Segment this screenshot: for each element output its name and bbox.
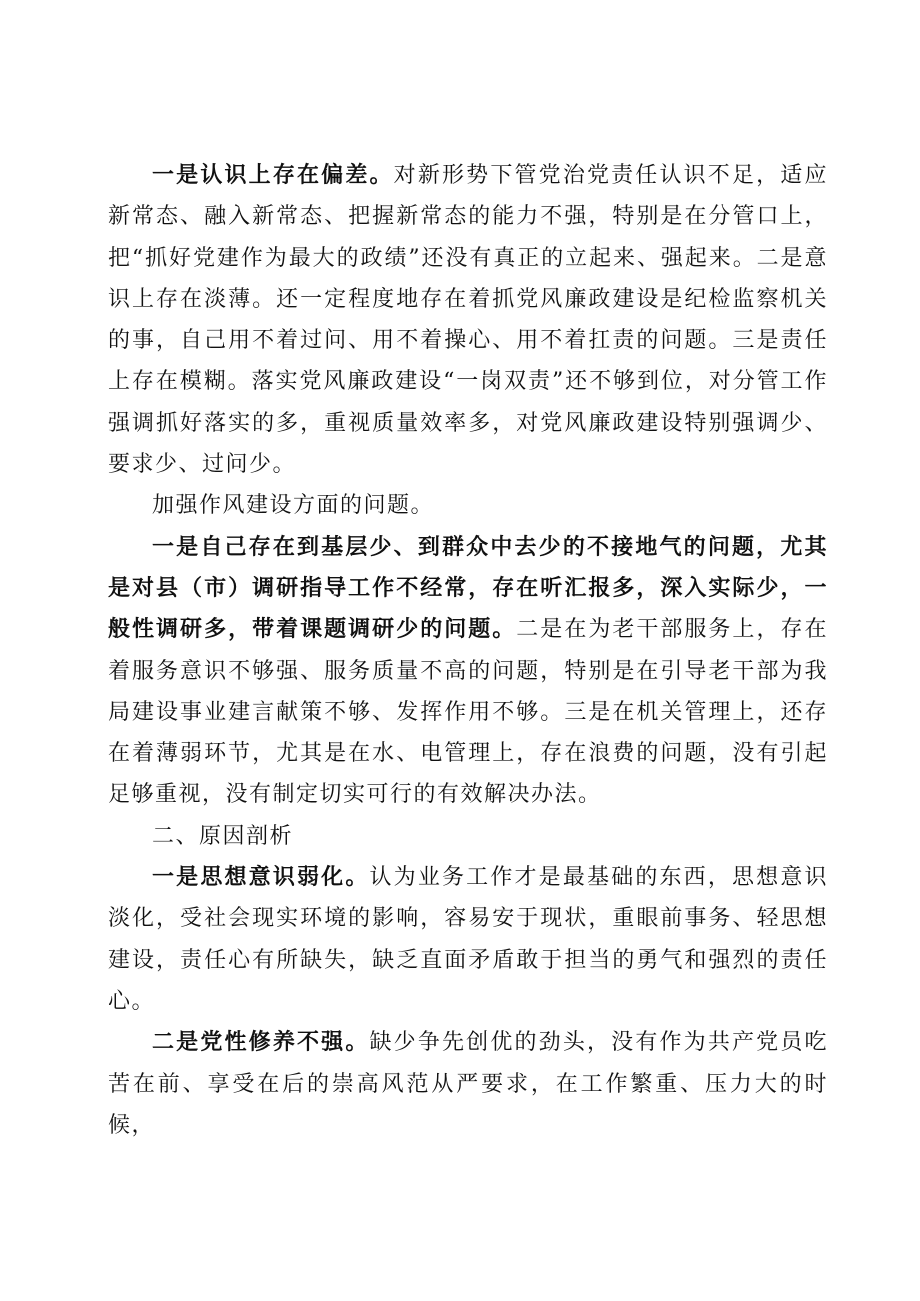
paragraph-awareness-deviation (108, 155, 828, 485)
paragraph-ideology-weakening (108, 857, 828, 1022)
paragraph-text: 对新形势下管党治党责任认识不足，适应新常态、融入新常态、把握新常态的能力不强，特别是在分管口上，把“抓好党建作为最大的政绩”还没有真正的立起来、强起来。二是意识上存在淡薄。还一定程度地存在着抓党风廉政建设是纪检监察机关的事，自己用不着过问、用不着操心、用不着扛责的问题。三是责任上存在模糊。落实党风廉政建设“一岗双责”还不够到位，对分管工作强调抓好落实的多，重视质量效率多，对党风廉政建设特别强调少、要求少、过问少。 (108, 163, 828, 478)
paragraph-lead: 一是思想意识弱化。 (152, 865, 370, 891)
paragraph-lead: 一是认识上存在偏差。 (152, 163, 394, 188)
paragraph-party-spirit (108, 1022, 828, 1146)
document-body (108, 155, 828, 1146)
paragraph-lead: 二是党性修养不强。 (152, 1030, 370, 1056)
paragraph-text: 认为业务工作才是最基础的东西，思想意识淡化，受社会现实环境的影响，容易安于现状，重眼前事务、轻思想建设，责任心有所缺失，缺乏直面矛盾敢于担当的勇气和强烈的责任心。 (108, 865, 828, 1014)
paragraph-text: 二是在为老干部服务上，存在着服务意识不够强、服务质量不高的问题，特别是在引导老干部为我局建设事业建言献策不够、发挥作用不够。三是在机关管理上，还存在着薄弱环节，尤其是在水、电管理上，存在浪费的问题，没有引起足够重视，没有制定切实可行的有效解决办法。 (108, 617, 828, 808)
paragraph-style-building-heading: 加强作风建设方面的问题。 (152, 493, 435, 519)
paragraph-grassroots-issues (108, 527, 828, 816)
paragraph-text: 缺少争先创优的劲头，没有作为共产党员吃苦在前、享受在后的崇高风范从严要求，在工作繁重、压力大的时候， (108, 1030, 828, 1138)
paragraph-lead: 一是自己存在到基层少、到群众中去少的不接地气的问题，尤其是对县（市）调研指导工作不经常，存在听汇报多，深入实际少，一般性调研多，带着课题调研少的问题。 (108, 534, 828, 643)
section-heading-cause-analysis: 二、原因剖析 (152, 823, 294, 849)
